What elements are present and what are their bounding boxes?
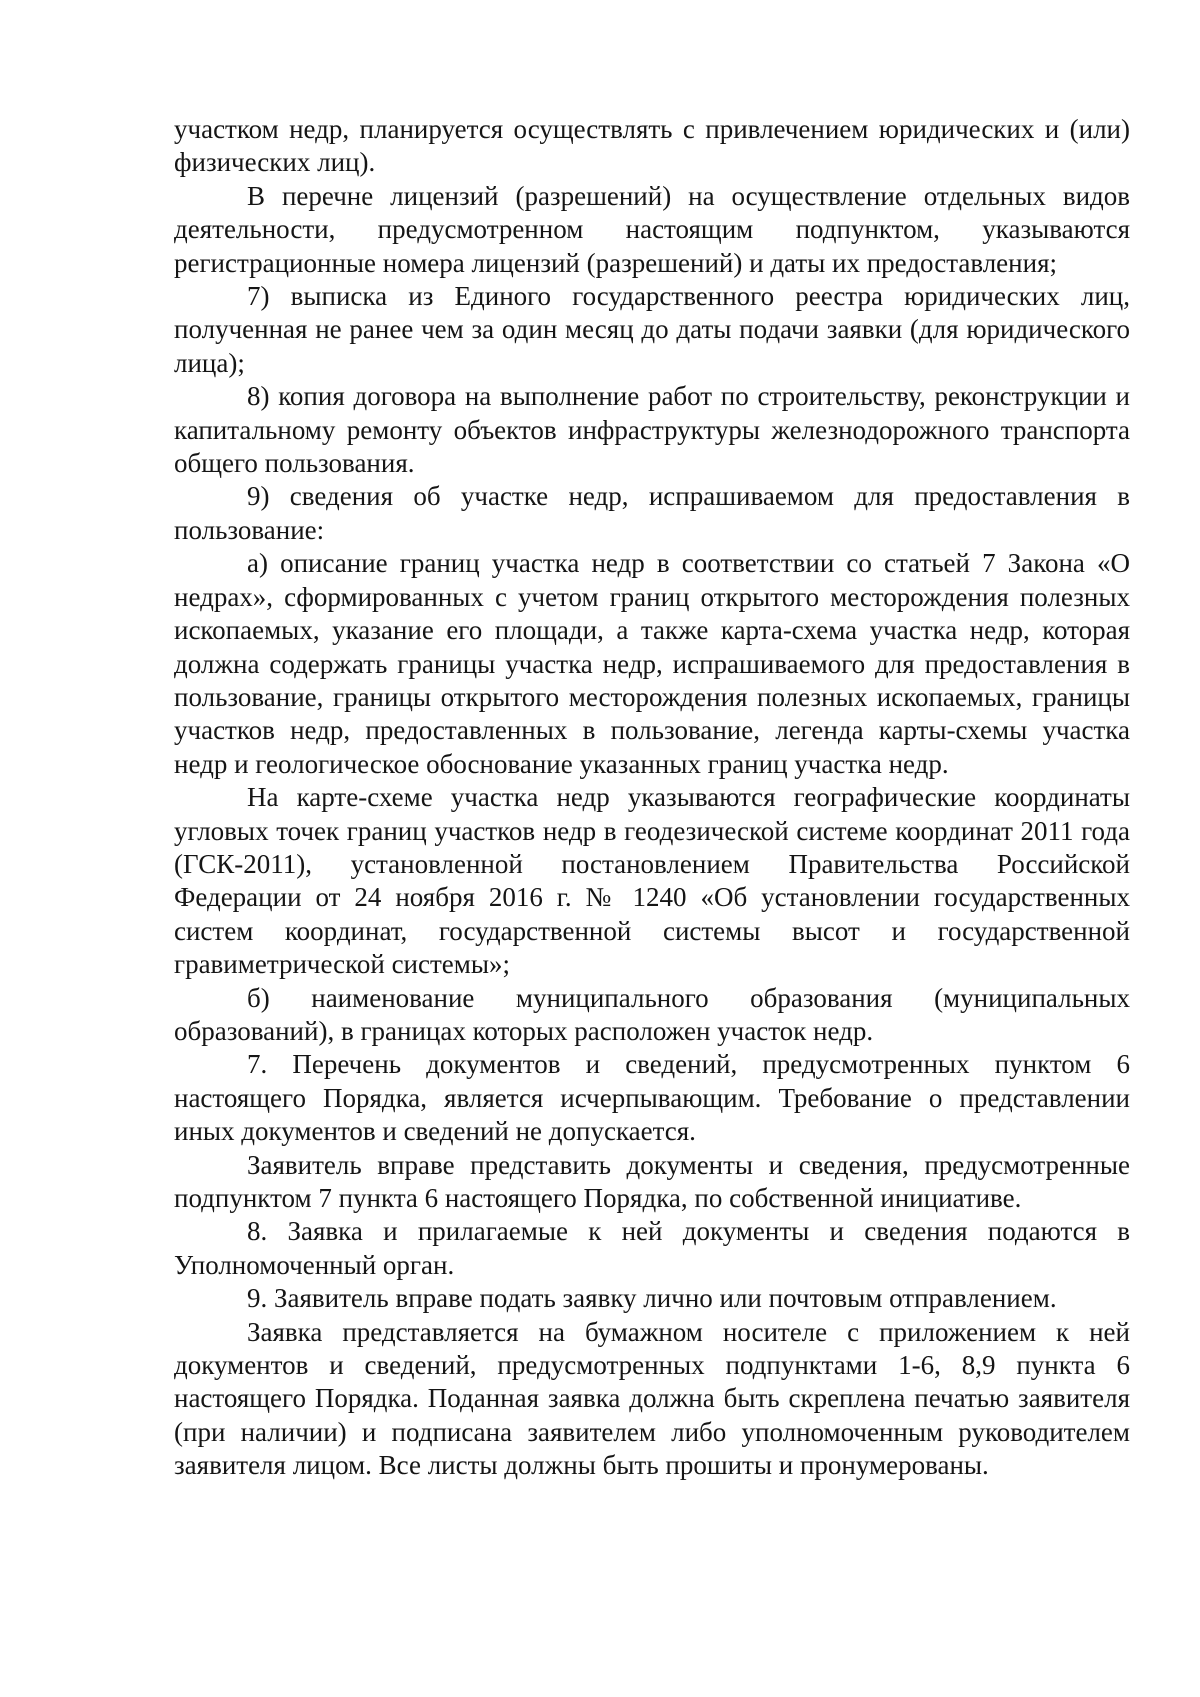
paragraph-paper-submission: Заявка представляется на бумажном носителе с приложением к ней документов и сведений, предусмотренных подпунктами 1-6, 8,9 пункта 6 настоящего Порядка. Поданная заявка должна быть скреплена печатью заявителя (при наличии) и подписана заявителем либо уполномоченным руководителем заявителя лицом. Все листы должны быть прошиты и пронумерованы. [174, 1316, 1130, 1481]
paragraph-clause-7: 7. Перечень документов и сведений, предусмотренных пунктом 6 настоящего Порядка, является исчерпывающим. Требование о представлении иных документов и сведений не допускается. [174, 1049, 1130, 1147]
document-body [174, 113, 1130, 1483]
paragraph-item-9b: б) наименование муниципального образования (муниципальных образований), в границах которых расположен участок недр. [174, 982, 1130, 1046]
paragraph-clause-8: 8. Заявка и прилагаемые к ней документы и сведения подаются в Уполномоченный орган. [174, 1216, 1130, 1280]
paragraph-map-coordinates: На карте-схеме участка недр указываются географические координаты угловых точек границ участков недр в геодезической системе координат 2011 года (ГСК-2011), установленной постановлением Правительства Российской Федерации от 24 ноября 2016 г. № 1240 «Об установлении государственных систем координат, государственной системы высот и государственной гравиметрической системы»; [174, 782, 1130, 980]
paragraph-continuation: участком недр, планируется осуществлять с привлечением юридических и (или) физических лиц). [174, 114, 1130, 178]
paragraph-clause-9: 9. Заявитель вправе подать заявку лично или почтовым отправлением. [247, 1283, 1057, 1314]
paragraph-item-8: 8) копия договора на выполнение работ по строительству, реконструкции и капитальному ремонту объектов инфраструктуры железнодорожного транспорта общего пользования. [174, 381, 1130, 479]
paragraph-item-9a: а) описание границ участка недр в соответствии со статьей 7 Закона «О недрах», сформированных с учетом границ открытого месторождения полезных ископаемых, указание его площади, а также карта-схема участка недр, которая должна содержать границы участка недр, испрашиваемого для предоставления в пользование, границы открытого месторождения полезных ископаемых, границы участков недр, предоставленных в пользование, легенда карты-схемы участка недр и геологическое обоснование указанных границ участка недр. [174, 548, 1130, 779]
paragraph-license-list: В перечне лицензий (разрешений) на осуществление отдельных видов деятельности, предусмотренном настоящим подпунктом, указываются регистрационные номера лицензий (разрешений) и даты их предоставления; [174, 180, 1130, 278]
paragraph-item-7: 7) выписка из Единого государственного реестра юридических лиц, полученная не ранее чем за один месяц до даты подачи заявки (для юридического лица); [174, 281, 1130, 378]
paragraph-item-9: 9) сведения об участке недр, испрашиваемом для предоставления в пользование: [174, 481, 1130, 545]
paragraph-applicant-initiative: Заявитель вправе представить документы и сведения, предусмотренные подпунктом 7 пункта 6 настоящего Порядка, по собственной инициативе. [174, 1149, 1130, 1213]
